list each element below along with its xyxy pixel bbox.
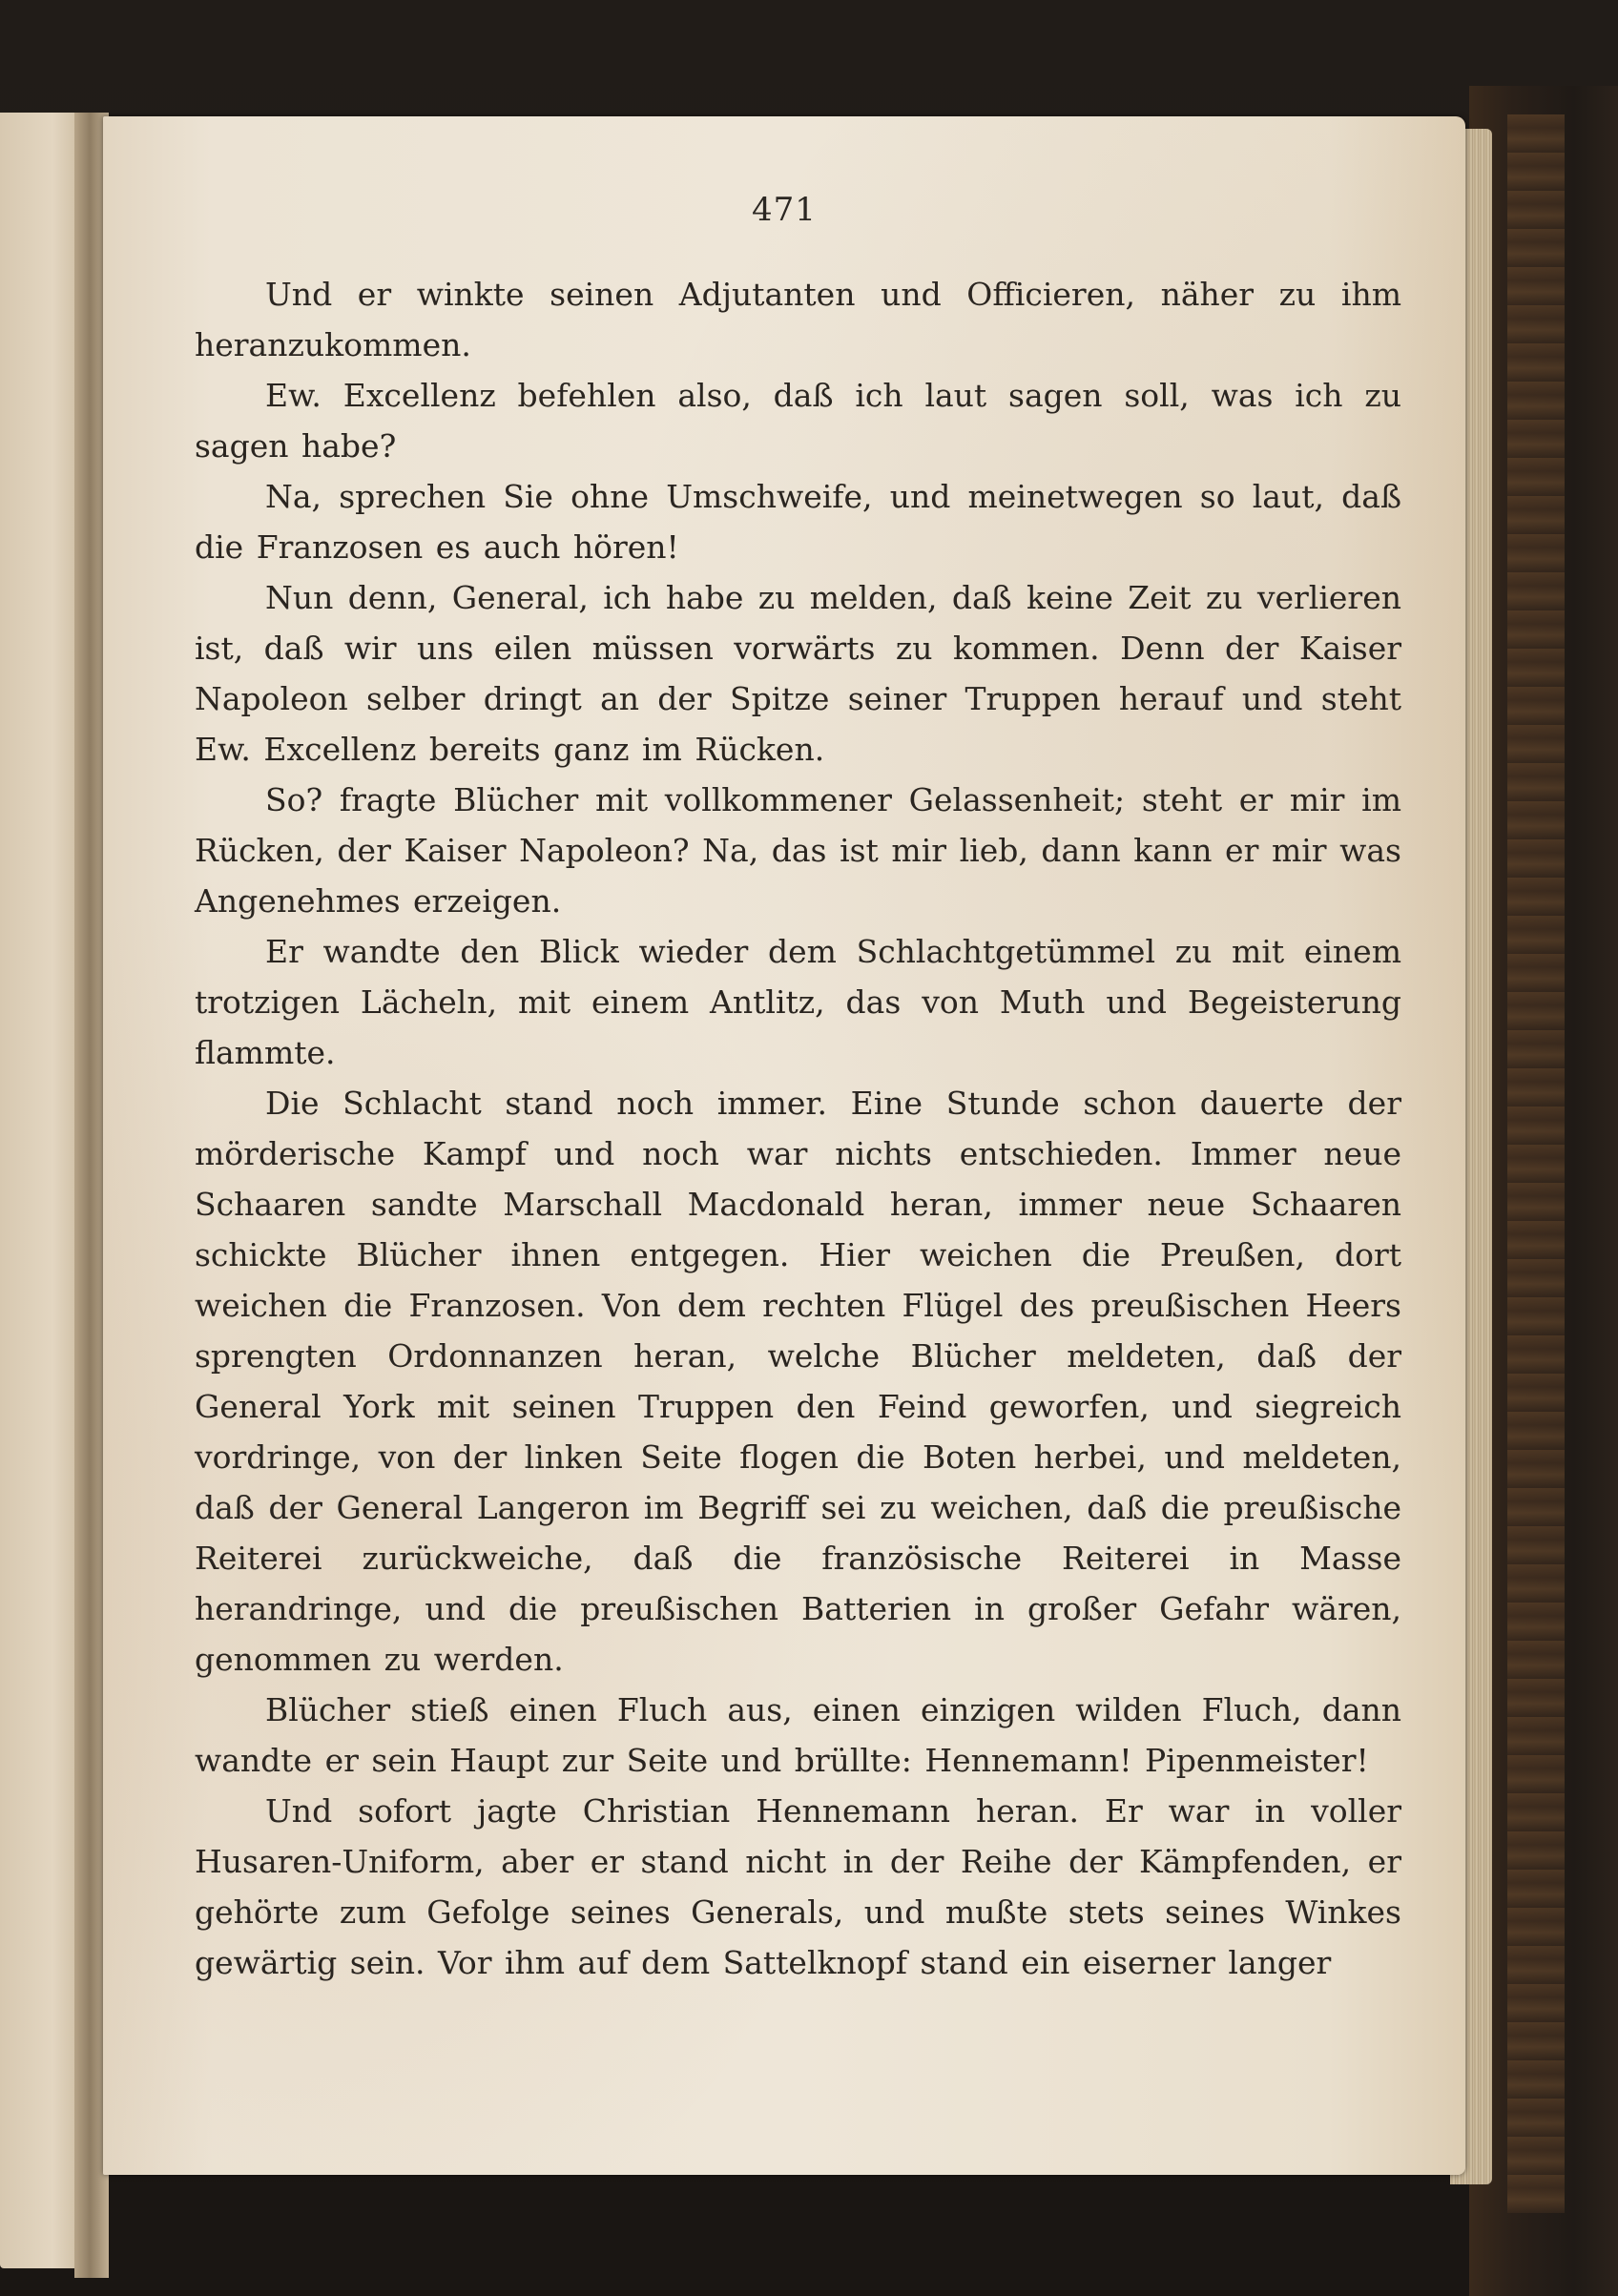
paragraph: Er wandte den Blick wieder dem Schlachtgetümmel zu mit einem trotzigen Lächeln, mit einem Antlitz, das von Muth und Begeisterung flammte. — [195, 933, 1401, 1071]
paragraph: So? fragte Blücher mit vollkommener Gelassenheit; steht er mir im Rücken, der Kaiser Napoleon? Na, das ist mir lieb, dann kann er mir was Angenehmes erzeigen. — [195, 781, 1401, 920]
paragraph: Die Schlacht stand noch immer. Eine Stunde schon dauerte der mörderische Kampf und noch war nichts entschieden. Immer neue Schaaren sandte Marschall Macdonald heran, immer neue Schaaren schickte Blücher ihnen entgegen. Hier weichen die Preußen, dort weichen die Franzosen. Von dem rechten Flügel des preußischen Heers sprengten Ordonnanzen heran, welche Blücher meldeten, daß der General York mit seinen Truppen den Feind geworfen, und siegreich vordringe, von der linken Seite flogen die Boten herbei, und meldeten, daß der General Langeron im Begriff sei zu weichen, daß die preußische Reiterei zurückweiche, daß die französische Reiterei in Masse herandringe, und die preußischen Batterien in großer Gefahr wären, genommen zu werden. — [195, 1085, 1401, 1678]
paragraph: Na, sprechen Sie ohne Umschweife, und meinetwegen so laut, daß die Franzosen es auch hören! — [195, 478, 1401, 566]
paragraph: Und er winkte seinen Adjutanten und Officieren, näher zu ihm heranzukommen. — [195, 276, 1401, 363]
page-text — [195, 269, 1401, 1988]
book-page — [103, 116, 1465, 2175]
paragraph: Blücher stieß einen Fluch aus, einen einzigen wilden Fluch, dann wandte er sein Haupt zur Seite und brüllte: Hennemann! Pipenmeister! — [195, 1691, 1401, 1779]
page-number: 471 — [752, 191, 817, 229]
paragraph: Ew. Excellenz befehlen also, daß ich laut sagen soll, was ich zu sagen habe? — [195, 377, 1401, 465]
paragraph: Nun denn, General, ich habe zu melden, daß keine Zeit zu verlieren ist, daß wir uns eilen müssen vorwärts zu kommen. Denn der Kaiser Napoleon selber dringt an der Spitze seiner Truppen herauf und steht Ew. Excellenz bereits ganz im Rücken. — [195, 579, 1401, 768]
book-cover-edge — [1507, 114, 1565, 2213]
paragraph: Und sofort jagte Christian Hennemann heran. Er war in voller Husaren-Uniform, aber er stand nicht in der Reihe der Kämpfenden, er gehörte zum Gefolge seines Generals, und mußte stets seines Winkes gewärtig sein. Vor ihm auf dem Sattelknopf stand ein eiserner langer — [195, 1792, 1401, 1981]
